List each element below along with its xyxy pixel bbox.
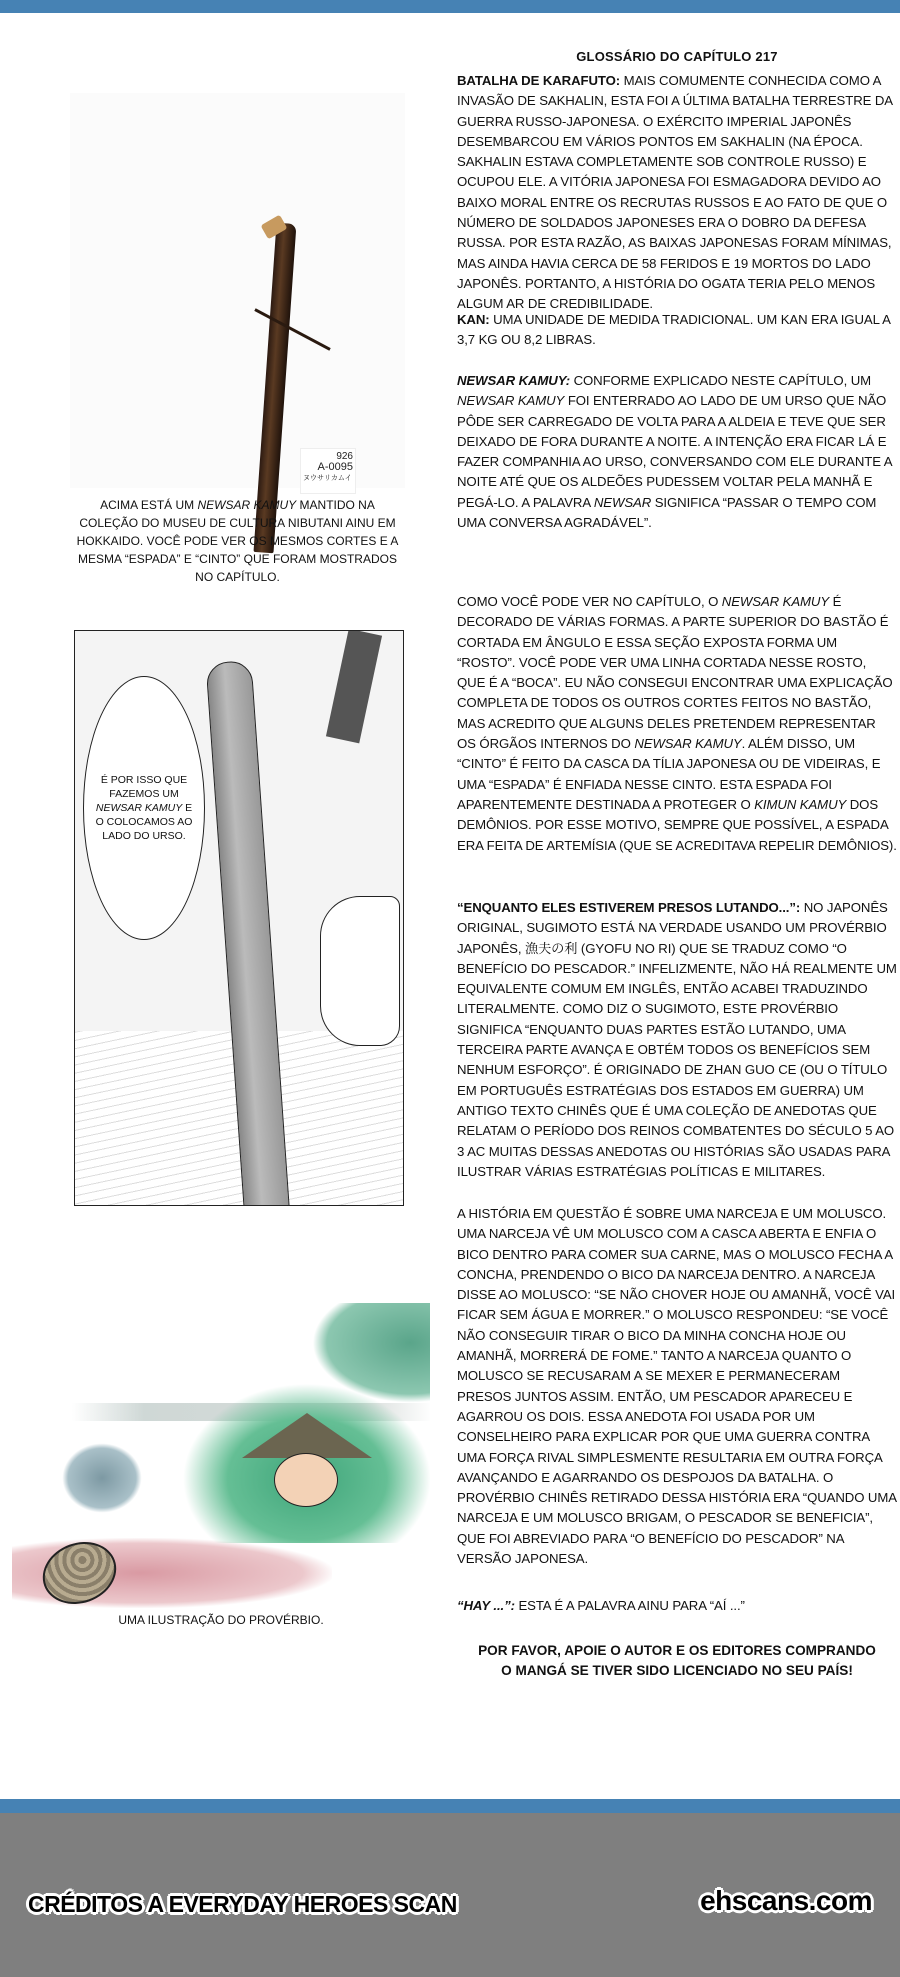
glossary-entry-hay [457,1596,897,1616]
illustration-caption: UMA ILUSTRAÇÃO DO PROVÉRBIO. [118,1613,324,1627]
fisherman-face [274,1453,338,1507]
tag-number: 926 [336,451,353,462]
entry-text: MAIS COMUMENTE CONHECIDA COMO A INVASÃO DE SAKHALIN, ESTA FOI A ÚLTIMA BATALHA TERRESTRE DA GUERRA RUSSO-JAPONESA. O EXÉRCITO IMPERIAL JAPONÊS DESEMBARCOU EM VÁRIOS PONTOS EM SAKHALIN (NA ÉPOCA. SAKHALIN ESTAVA COMPLETAMENTE SOB CONTROLE RUSSO) E OCUPOU ELE. A VITÓRIA JAPONESA FOI ESMAGADORA DEVIDO AO BAIXO MORAL ENTRE OS RECRUTAS RUSSOS E AO FATO DE QUE O NÚMERO DE SOLDADOS JAPONESES ERA O DOBRO DA DEFESA RUSSA. POR ESTA RAZÃO, AS BAIXAS JAPONESAS FORAM MÍNIMAS, MAS AINDA HAVIA CERCA DE 58 FERIDOS E 19 MORTOS DO LADO JAPONÊS. PORTANTO, A HISTÓRIA DO OGATA TERIA PELO MENOS ALGUM AR DE CREDIBILIDADE. [457,73,893,312]
entry-text: ESTA É A PALAVRA AINU PARA “AÍ ...” [514,1598,745,1613]
museum-photo-newsar-kamuy [70,93,405,488]
support-note [457,1641,897,1681]
entry-italic: NEWSAR [593,494,652,510]
sword-graphic [254,308,330,351]
glossary-entry-newsar-decoration [457,592,897,856]
entry-text: CONFORME EXPLICADO NESTE CAPÍTULO, UM [570,373,872,388]
tree-trunk [326,630,382,743]
proverb-illustration [12,1293,430,1623]
manga-panel [74,630,404,1206]
glossary-entry-story [457,1204,897,1569]
bubble-text: E O COLOCAMOS AO LADO DO URSO. [95,802,193,842]
museum-tag [300,448,356,494]
glossary-entry-newsar-kamuy [457,371,897,533]
entry-italic: NEWSAR KAMUY [457,393,565,409]
credits-text: CRÉDITOS A EVERYDAY HEROES SCAN [28,1891,457,1917]
entry-term: “ENQUANTO ELES ESTIVEREM PRESOS LUTANDO...”: [457,900,801,915]
bubble-italic: NEWSAR KAMUY [95,802,183,814]
speech-bubble [83,676,205,940]
scan-credits-footer [0,1813,900,1977]
museum-photo-caption [70,496,405,586]
entry-text: FOI ENTERRADO AO LADO DE UM URSO QUE NÃO PÔDE SER CARREGADO DE VOLTA PARA A ALDEIA E TEVE QUE SER DEIXADO DE FORA DURANTE A NOITE. A INTENÇÃO ERA FICAR LÁ E FAZER COMPANHIA AO URSO, CONVERSANDO COM ELE DURANTE A NOITE ATÉ QUE OS ALDEÕES PUDESSEM VOLTAR PELA MANHÃ E PEGÁ-LO. A PALAVRA [457,393,892,510]
entry-italic: NEWSAR KAMUY [634,736,742,752]
snipe-bird [62,1443,142,1513]
site-link[interactable]: ehscans.com [700,1885,872,1916]
entry-term: BATALHA DE KARAFUTO: [457,73,621,88]
entry-text: COMO VOCÊ PODE VER NO CAPÍTULO, O [457,594,722,609]
support-line-2: O MANGÁ SE TIVER SIDO LICENCIADO NO SEU PAÍS! [501,1663,853,1678]
top-accent-bar [0,0,900,13]
entry-term: “HAY ...”: [457,1598,515,1613]
entry-italic: KIMUN KAMUY [754,796,847,812]
entry-text: SIGNIFICA “PASSAR O TEMPO COM UMA CONVERSA AGRADÁVEL”. [457,494,877,531]
caption-text: ACIMA ESTÁ UM [100,498,198,512]
hand-drawing [320,896,400,1046]
entry-italic: NEWSAR KAMUY [721,594,830,609]
entry-text: NO JAPONÊS ORIGINAL, SUGIMOTO ESTÁ NA VERDADE USANDO UM PROVÉRBIO JAPONÊS, 漁夫の利 (GYOFU NO RI) QUE SE TRADUZ COMO “O BENEFÍCIO DO PESCADOR.” INFELIZMENTE, NÃO HÁ REALMENTE UM EQUIVALENTE COMUM EM INGLÊS, ENTÃO ACABEI TRADUZINDO LITERALMENTE. COMO DIZ O SUGIMOTO, ESTE PROVÉRBIO SIGNIFICA “ENQUANTO DUAS PARTES ESTÃO LUTANDO, UMA TERCEIRA PARTE AVANÇA E OBTÉM TODOS OS BENEFÍCIOS SEM NENHUM ESFORÇO”. É ORIGINADO DE ZHAN GUO CE (OU O TÍTULO EM PORTUGUÊS ESTRATÉGIAS DOS ESTADOS EM GUERRA) UM ANTIGO TEXTO CHINÊS QUE É UMA COLEÇÃO DE ANEDOTAS QUE RELATAM O PERÍODO DOS REINOS COMBATENTES DO SÉCULO 5 AO 3 AC MUITAS DESSAS ANEDOTAS OU HISTÓRIAS SÃO USADAS PARA ILUSTRAR VÁRIAS ESTRATÉGIAS POLÍTICAS E MILITARES. [457,900,897,1179]
entry-text: DOS DEMÔNIOS. POR ESSE MOTIVO, SEMPRE QUE POSSÍVEL, A ESPADA ERA FEITA DE ARTEMÍSIA (QUE SE ACREDITAVA REPELIR DEMÔNIOS). [457,796,897,853]
support-line-1: POR FAVOR, APOIE O AUTOR E OS EDITORES COMPRANDO [478,1643,876,1658]
entry-term: KAN: [457,312,490,327]
entry-text: UMA UNIDADE DE MEDIDA TRADICIONAL. UM KAN ERA IGUAL A 3,7 KG OU 8,2 LIBRAS. [457,312,891,348]
bubble-text: É POR ISSO QUE FAZEMOS UM [100,774,188,800]
entry-term: NEWSAR KAMUY: [457,373,570,388]
glossary-title: GLOSSÁRIO DO CAPÍTULO 217 [576,49,778,64]
entry-text: É DECORADO DE VÁRIAS FORMAS. A PARTE SUPERIOR DO BASTÃO É CORTADA EM ÂNGULO E ESSA SEÇÃO EXPOSTA FORMA UM “ROSTO”. VOCÊ PODE VER UMA LINHA CORTADA NESSE ROSTO, QUE É A “BOCA”. EU NÃO CONSEGUI ENCONTRAR UMA EXPLICAÇÃO COMPLETA DE TODOS OS OUTROS CORTES FEITOS NO BASTÃO, MAS ACREDITO QUE ALGUNS DELES PRETENDEM REPRESENTAR OS ÓRGÃOS INTERNOS DO [457,594,893,752]
tag-jp: ヌウサリカムイ [303,475,352,482]
entry-text: A HISTÓRIA EM QUESTÃO É SOBRE UMA NARCEJA E UM MOLUSCO. UMA NARCEJA VÊ UM MOLUSCO COM A CASCA ABERTA E ENFIA O BICO DENTRO PARA COMER SUA CARNE, MAS O MOLUSCO FECHA A CONCHA, PRENDENDO O BICO DA NARCEJA DENTRO. A NARCEJA DISSE AO MOLUSCO: “SE NÃO CHOVER HOJE OU AMANHÃ, VOCÊ VAI FICAR SEM ÁGUA E MORRER.” O MOLUSCO RESPONDEU: “SE VOCÊ NÃO CONSEGUIR TIRAR O BICO DA MINHA CONCHA HOJE OU AMANHÃ, MORRERÁ DE FOME.” TANTO A NARCEJA QUANTO O MOLUSCO SE RECUSARAM A SE MEXER E PERMANECERAM PRESOS JUNTOS ASSIM. ENTÃO, UM PESCADOR APARECEU E AGARROU OS DOIS. ESSA ANEDOTA FOI USADA POR UM CONSELHEIRO PARA EXPLICAR POR QUE UMA GUERRA CONTRA UMA FORÇA RIVAL SIMPLESMENTE RESULTARIA EM OUTRA FORÇA AVANÇANDO E AGARRANDO OS DESPOJOS DA BATALHA. O PROVÉRBIO CHINÊS RETIRADO DESSA HISTÓRIA ERA “QUANDO UMA NARCEJA E UM MOLUSCO BRIGAM, O PESCADOR SE BENEFICIA”, QUE FOI ABREVIADO PARA “O BENEFÍCIO DO PESCADOR” NA VERSÃO JAPONESA. [457,1206,897,1567]
tag-code: A-0095 [317,461,353,473]
footer-accent-bar [0,1799,900,1813]
glossary-entry-karafuto [457,71,897,315]
glossary-entry-proverb [457,898,897,1182]
caption-text: MANTIDO NA COLEÇÃO DO MUSEU DE CULTURA NIBUTANI AINU EM HOKKAIDO. VOCÊ PODE VER OS MESMOS CORTES E A MESMA “ESPADA” E “CINTO” QUE FORAM MOSTRADOS NO CAPÍTULO. [76,498,399,584]
glossary-entry-kan [457,310,897,351]
glossary-page [0,13,900,1799]
entry-text: . ALÉM DISSO, UM “CINTO” É FEITO DA CASCA DA TÍLIA JAPONESA OU DE VIDEIRAS, E UMA “ESPADA” É ENFIADA NESSE CINTO. ESTA ESPADA FOI APARENTEMENTE DESTINADA A PROTEGER O [457,736,881,812]
caption-italic: NEWSAR KAMUY [197,498,297,512]
